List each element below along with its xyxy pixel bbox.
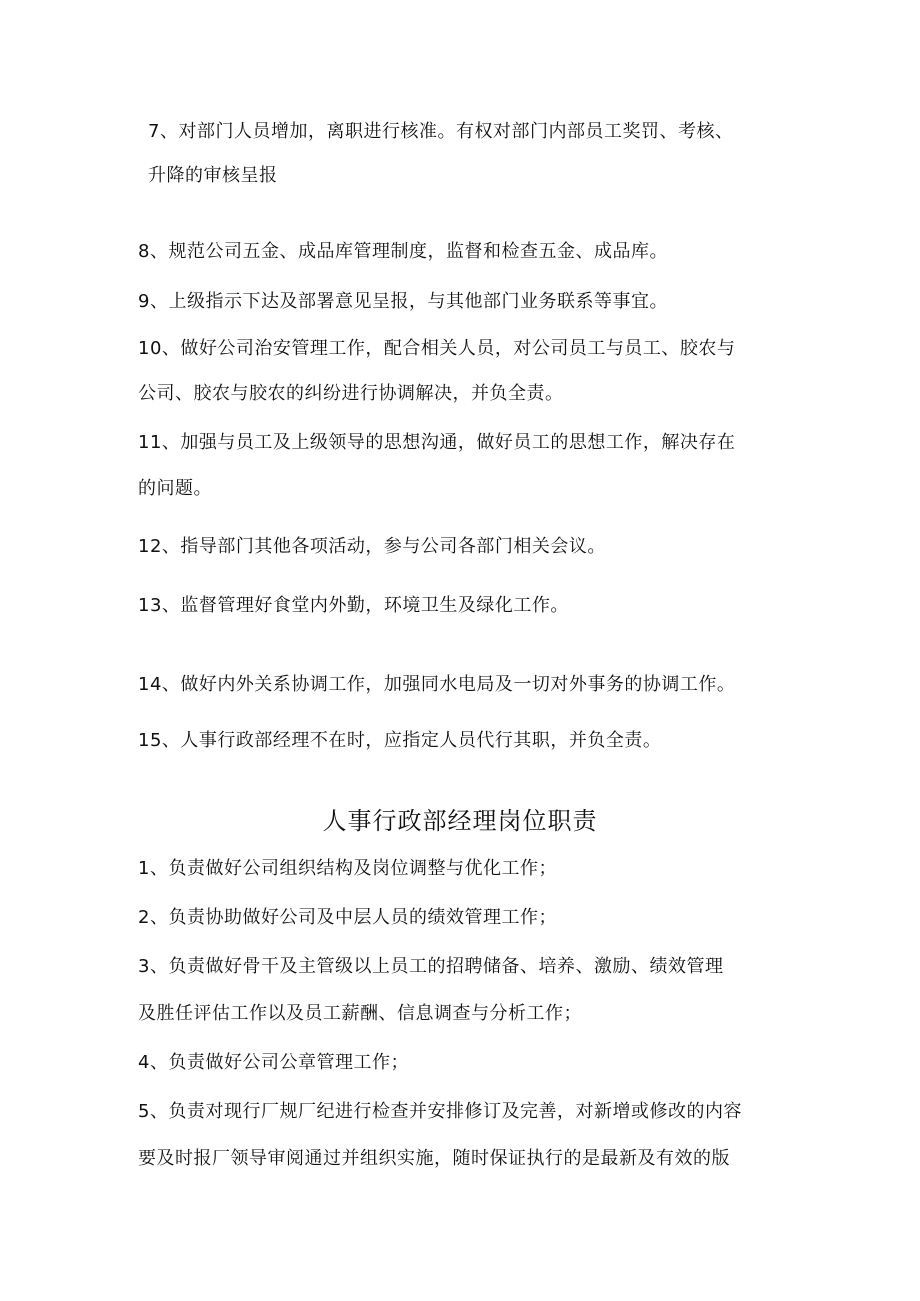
section-title: 人事行政部经理岗位职责 xyxy=(322,807,598,835)
duty-3-line-2: 及胜任评估工作以及员工薪酬、信息调查与分析工作； xyxy=(138,1003,582,1024)
item-9: 9、上级指示下达及部署意见呈报，与其他部门业务联系等事宜。 xyxy=(138,291,668,312)
item-7-line-1: 7、对部门人员增加，离职进行核准。有权对部门内部员工奖罚、考核、 xyxy=(148,121,734,142)
item-12: 12、指导部门其他各项活动，参与公司各部门相关会议。 xyxy=(138,536,606,557)
item-14: 14、做好内外关系协调工作，加强同水电局及一切对外事务的协调工作。 xyxy=(138,674,736,695)
duty-5-line-1: 5、负责对现行厂规厂纪进行检查并安排修订及完善，对新增或修改的内容 xyxy=(138,1101,742,1122)
item-10-line-1: 10、做好公司治安管理工作，配合相关人员，对公司员工与员工、胶农与 xyxy=(138,338,736,359)
item-11-line-2: 的问题。 xyxy=(138,478,212,499)
duty-4: 4、负责做好公司公章管理工作； xyxy=(138,1052,409,1073)
duty-1: 1、负责做好公司组织结构及岗位调整与优化工作； xyxy=(138,858,557,879)
item-15: 15、人事行政部经理不在时，应指定人员代行其职，并负全责。 xyxy=(138,730,662,751)
item-8: 8、规范公司五金、成品库管理制度，监督和检查五金、成品库。 xyxy=(138,241,668,262)
duty-3-line-1: 3、负责做好骨干及主管级以上员工的招聘储备、培养、激励、绩效管理 xyxy=(138,956,724,977)
item-7-line-2: 升降的审核呈报 xyxy=(148,165,278,186)
item-11-line-1: 11、加强与员工及上级领导的思想沟通，做好员工的思想工作，解决存在 xyxy=(138,432,736,453)
duty-2: 2、负责协助做好公司及中层人员的绩效管理工作； xyxy=(138,907,557,928)
item-13: 13、监督管理好食堂内外勤，环境卫生及绿化工作。 xyxy=(138,595,569,616)
duty-5-line-2: 要及时报厂领导审阅通过并组织实施，随时保证执行的是最新及有效的版 xyxy=(138,1148,730,1169)
item-10-line-2: 公司、胶农与胶农的纠纷进行协调解决，并负全责。 xyxy=(138,383,564,404)
